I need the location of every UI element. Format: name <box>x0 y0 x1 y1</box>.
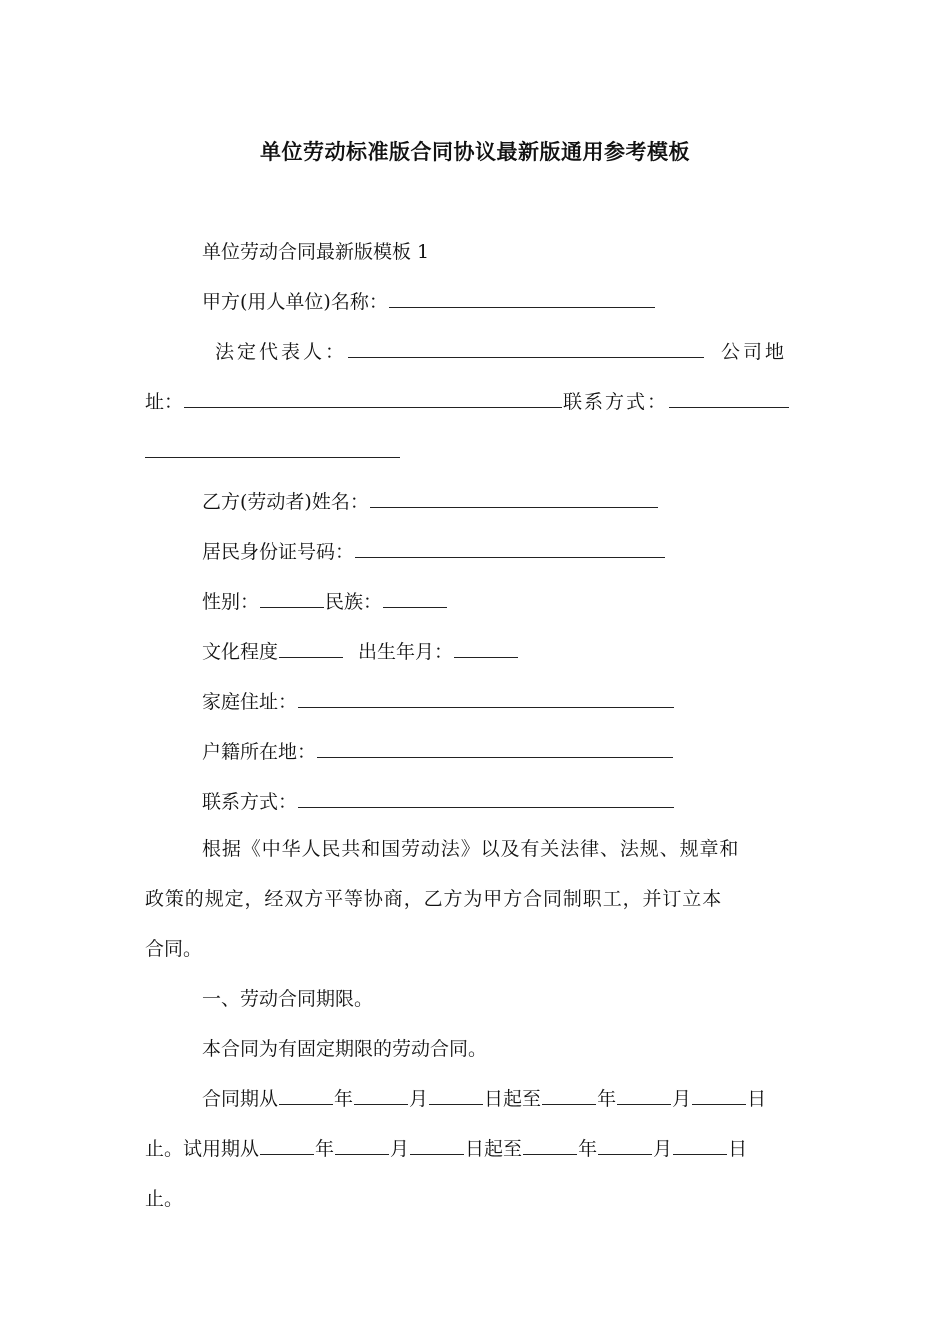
day-from-label: 日起至 <box>484 1088 542 1110</box>
hukou-blank[interactable] <box>317 756 673 758</box>
term-start-year-blank[interactable] <box>279 1103 333 1105</box>
probation-start-month-blank[interactable] <box>335 1153 389 1155</box>
paragraph1-line3: 合同。 <box>145 938 203 960</box>
home-address-line <box>145 687 805 717</box>
probation-end-year-blank[interactable] <box>523 1153 577 1155</box>
probation-from-label: 止。试用期从 <box>145 1138 260 1160</box>
month-label: 月 <box>409 1088 429 1110</box>
year-label: 年 <box>334 1088 354 1110</box>
probation-line <box>145 1134 805 1164</box>
paragraph1-line1: 根据《中华人民共和国劳动法》以及有关法律、法规、规章和 <box>202 838 740 860</box>
section1-body: 本合同为有固定期限的劳动合同。 <box>202 1038 488 1060</box>
template-subtitle: 单位劳动合同最新版模板 1 <box>202 241 430 263</box>
term-end-year-blank[interactable] <box>542 1103 596 1105</box>
month-label: 月 <box>653 1138 673 1160</box>
party-a-contact-blank-cont[interactable] <box>145 456 400 458</box>
probation-end-line: 止。 <box>145 1188 184 1210</box>
party-a-contact-blank[interactable] <box>669 406 789 408</box>
home-address-blank[interactable] <box>298 706 674 708</box>
id-number-blank[interactable] <box>355 556 665 558</box>
hukou-label: 户籍所在地： <box>202 741 317 763</box>
month-label: 月 <box>672 1088 692 1110</box>
company-address-line <box>145 387 805 417</box>
probation-end-month-blank[interactable] <box>598 1153 652 1155</box>
gender-blank[interactable] <box>260 606 324 608</box>
party-b-name-blank[interactable] <box>370 506 658 508</box>
day-end-label: 日 <box>747 1088 767 1110</box>
probation-start-day-blank[interactable] <box>410 1153 464 1155</box>
party-a-name-blank[interactable] <box>389 306 655 308</box>
education-birth-line <box>145 637 805 667</box>
legal-rep-blank[interactable] <box>348 356 704 358</box>
company-address-label-part2: 址： <box>145 391 184 413</box>
party-b-contact-label: 联系方式： <box>202 791 298 813</box>
company-address-blank[interactable] <box>184 406 562 408</box>
probation-start-year-blank[interactable] <box>260 1153 314 1155</box>
section1-heading: 一、劳动合同期限。 <box>202 988 374 1010</box>
party-a-name-line <box>145 287 805 317</box>
probation-end-day-blank[interactable] <box>673 1153 727 1155</box>
birth-label: 出生年月： <box>358 641 454 663</box>
paragraph1-line2: 政策的规定，经双方平等协商，乙方为甲方合同制职工，并订立本 <box>145 888 723 910</box>
year-label: 年 <box>597 1088 617 1110</box>
id-number-line <box>145 537 805 567</box>
term-start-day-blank[interactable] <box>429 1103 483 1105</box>
party-a-contact-continuation <box>145 437 805 467</box>
legal-rep-label: 法定代表人： <box>215 341 348 363</box>
id-number-label: 居民身份证号码： <box>202 541 355 563</box>
party-b-contact-blank[interactable] <box>298 806 674 808</box>
term-from-label: 合同期从 <box>202 1088 279 1110</box>
ethnicity-blank[interactable] <box>383 606 447 608</box>
contract-term-line <box>145 1084 805 1114</box>
legal-rep-line <box>145 337 805 367</box>
education-blank[interactable] <box>279 656 343 658</box>
home-address-label: 家庭住址： <box>202 691 298 713</box>
term-start-month-blank[interactable] <box>354 1103 408 1105</box>
party-b-name-line <box>145 487 805 517</box>
gender-ethnicity-line <box>145 587 805 617</box>
ethnicity-label: 民族： <box>325 591 383 613</box>
year-label: 年 <box>315 1138 335 1160</box>
year-label: 年 <box>578 1138 598 1160</box>
party-b-name-label: 乙方(劳动者)姓名： <box>202 491 369 513</box>
education-label: 文化程度 <box>202 641 279 663</box>
party-b-contact-line <box>145 787 805 817</box>
day-from-label: 日起至 <box>465 1138 523 1160</box>
party-a-name-label: 甲方(用人单位)名称： <box>202 291 388 313</box>
gender-label: 性别： <box>202 591 260 613</box>
party-a-contact-label: 联系方式： <box>563 391 669 413</box>
company-address-label-part1: 公司地 <box>721 341 788 363</box>
day-end-label: 日 <box>728 1138 748 1160</box>
term-end-month-blank[interactable] <box>617 1103 671 1105</box>
term-end-day-blank[interactable] <box>692 1103 746 1105</box>
document-title: 单位劳动标准版合同协议最新版通用参考模板 <box>260 140 690 164</box>
month-label: 月 <box>390 1138 410 1160</box>
hukou-line <box>145 737 805 767</box>
birth-blank[interactable] <box>454 656 518 658</box>
